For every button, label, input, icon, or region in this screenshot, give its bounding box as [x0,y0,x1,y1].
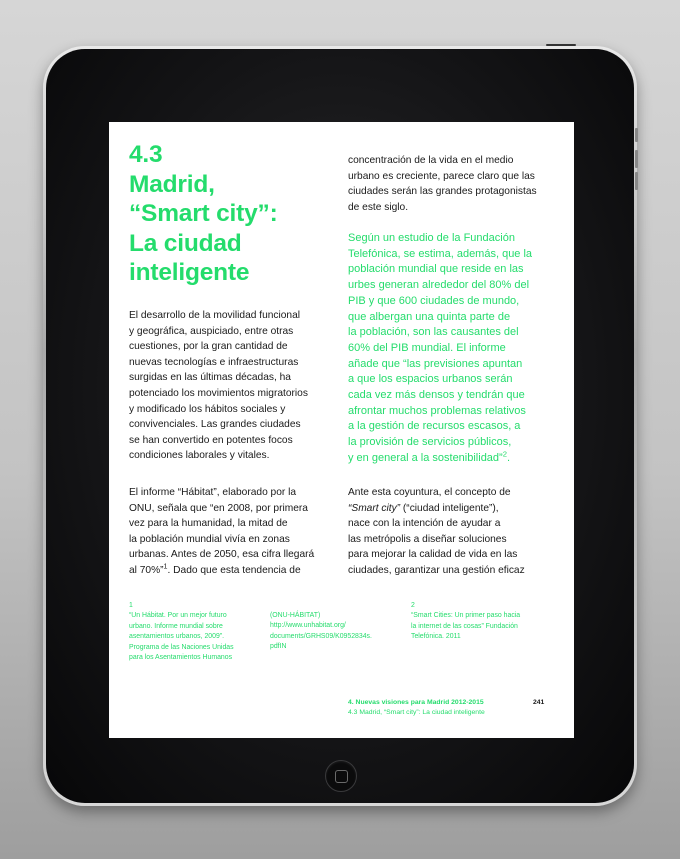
text-line: urbanas. Antes de 2050, esa cifra llegará [129,549,315,561]
footnote-2 [411,601,520,643]
footnote-line: (ONU-HÁBITAT) [270,612,321,619]
footnote-line: asentamientos urbanos, 2009”. [129,633,224,641]
text-fragment: . [507,451,511,464]
heading-line: inteligente [129,259,250,286]
quote-line: 60% del PIB mundial. El informe [348,341,506,354]
text-fragment: . Dado que esta tendencia de [167,564,301,576]
volume-up-button [635,150,638,168]
quote-line: afrontar muchos problemas relativos [348,404,526,417]
footnote-ref-2[interactable]: 2 [502,449,507,459]
text-line: ciudades, garantizar una gestión eficaz [348,564,525,576]
text-line: condiciones laborales y vitales. [129,450,270,462]
quote-line: a la gestión de recursos escasos, a [348,420,521,433]
footnote-number: 1 [129,602,133,609]
text-fragment: (“ciudad inteligente”), [400,502,499,514]
quote-line: cada vez más densos y tendrán que [348,389,525,402]
text-line: cuestiones, por la gran cantidad de [129,341,288,353]
ebook-page [109,122,574,738]
footnote-line: “Un Hábitat. Por un mejor futuro [129,612,227,620]
heading-line: Madrid, [129,170,215,198]
heading-line: 4.3 [129,141,163,168]
text-line: la población mundial vivía en zonas [129,533,290,545]
footnote-line: Telefónica. 2011 [411,633,461,641]
text-line: se han convertido en potentes focos [129,434,293,446]
right-paragraph-1 [348,153,537,215]
text-line: para mejorar la calidad de vida en las [348,549,518,561]
text-line: las metrópolis a diseñar soluciones [348,533,507,545]
page-number: 241 [533,699,545,706]
text-line: ciudades serán las grandes protagonistas [348,186,537,198]
text-line: de este siglo. [348,201,409,213]
pull-quote [348,231,532,467]
text-line: surgidas en las últimas décadas, ha [129,372,291,384]
text-line: urbano es creciente, parece claro que las [348,170,535,182]
text-line: Ante esta coyuntura, el concepto de [348,487,511,498]
footnote-line: Programa de las Naciones Unidas [129,643,234,651]
footnote-link[interactable]: http://www.unhabitat.org/ [270,622,346,630]
quote-line: PIB y que 600 ciudades de mundo, [348,294,520,307]
sleep-button [546,44,576,46]
quote-line: urbes generan alrededor del 80% del [348,279,530,292]
footnote-1 [129,601,234,663]
home-square-icon [335,770,348,783]
quote-line: añade que “las previsiones apuntan [348,357,523,370]
text-line: concentración de la vida en el medio [348,155,514,166]
text-fragment: y en general a la sostenibilidad” [348,451,503,464]
footnote-line: “Smart Cities: Un primer paso hacia [411,612,521,620]
footnote-line: urbano. Informe mundial sobre [129,622,223,630]
text-line: y geográfica, auspiciado, entre otras [129,325,294,337]
smart-city-term: “Smart city” [348,502,401,514]
footnote-link[interactable]: pdfIN [270,643,287,651]
home-button[interactable] [325,760,357,792]
footnote-line: para los Asentamientos Humanos [129,654,233,662]
quote-line: a que los espacios urbanos serán [348,373,513,386]
footer-section-subtitle: 4.3 Madrid, “Smart city”: La ciudad inteligente [348,709,485,716]
footnote-1-continued [270,611,372,653]
quote-line: Según un estudio de la Fundación [348,232,515,244]
text-line: El desarrollo de la movilidad funcional [129,310,301,321]
heading-line: “Smart city”: [129,200,278,227]
footnote-ref-1[interactable]: 1 [163,562,168,571]
text-line: ONU, señala que “en 2008, por primera [129,502,308,514]
footnote-line: la internet de las cosas” Fundación [411,622,518,630]
quote-line: Telefónica, se estima, además, que la [348,247,533,260]
right-paragraph-2 [348,485,525,579]
text-line: potenciado los movimientos migratorios [129,387,308,399]
footnote-number: 2 [411,602,415,609]
left-paragraph-2 [129,485,314,579]
text-line: y modificado los hábitos sociales y [129,403,286,415]
quote-line [348,451,532,467]
left-paragraph-1 [129,308,308,464]
text-line: vez para la humanidad, la mitad de [129,518,288,530]
footer-chapter-title: 4. Nuevas visiones para Madrid 2012-2015 [348,699,484,706]
text-line: El informe “Hábitat”, elaborado por la [129,487,297,498]
text-line: nace con la intención de ayudar a [348,518,501,530]
volume-down-button [635,172,638,190]
text-line [129,563,314,579]
quote-line: la provisión de servicios públicos, [348,436,512,449]
footnote-link[interactable]: documents/GRHS09/K0952834s. [270,632,372,640]
text-fragment: al 70%” [129,564,164,576]
section-heading [129,140,329,288]
text-line: convivenciales. Las grandes ciudades [129,419,301,431]
mute-switch [635,128,638,142]
quote-line: población mundial que reside en las [348,263,524,276]
text-line [348,501,525,517]
text-line: nuevas tecnologías e infraestructuras [129,356,299,368]
quote-line: la población, son las causantes del [348,326,519,339]
quote-line: que albergan una quinta parte de [348,310,511,323]
heading-line: La ciudad [129,229,242,257]
